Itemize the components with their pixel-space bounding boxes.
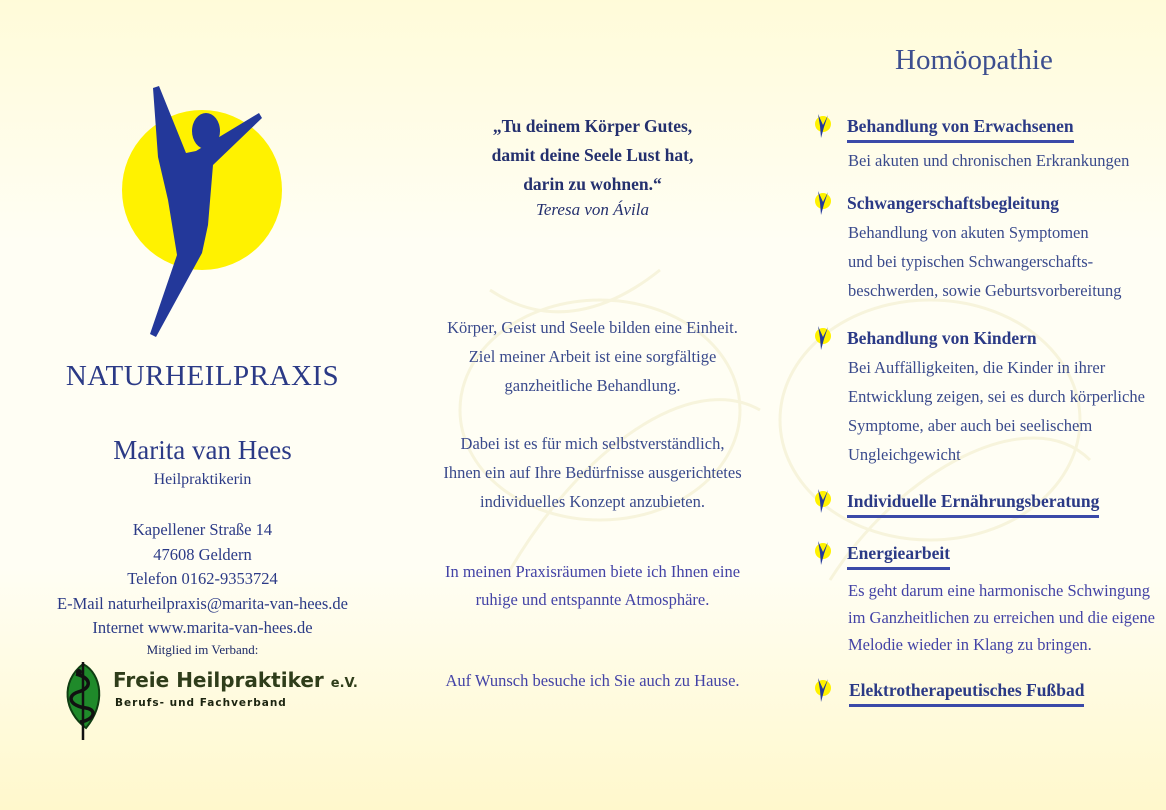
text-line: Ungleichgewicht	[848, 445, 961, 464]
text-line: ganzheitliche Behandlung.	[504, 376, 681, 395]
text-line: Bei Auffälligkeiten, die Kinder in ihrer	[848, 358, 1106, 377]
quote-author: Teresa von Ávila	[535, 200, 649, 219]
section-title: Homöopathie	[895, 44, 1053, 76]
service-title: Individuelle Ernährungsberatung	[847, 491, 1099, 518]
practice-title: NATURHEILPRAXIS	[65, 360, 340, 392]
member-label: Mitglied im Verband:	[146, 642, 259, 657]
service-description	[848, 577, 1155, 658]
service-title: Elektrotherapeutisches Fußbad	[849, 680, 1084, 707]
service-description	[848, 353, 1145, 469]
text-line: Bei akuten und chronischen Erkrankungen	[848, 151, 1130, 170]
phone: Telefon 0162-9353724	[127, 569, 278, 588]
leaf-caduceus-icon	[58, 660, 108, 742]
figure-sun-icon	[812, 540, 832, 566]
text-line: und bei typischen Schwangerschafts-	[848, 252, 1094, 271]
service-title: Energiearbeit	[847, 543, 950, 570]
left-column	[0, 0, 405, 810]
right-column	[800, 0, 1166, 810]
text-line: Behandlung von akuten Symptomen	[848, 223, 1089, 242]
association-subtitle: Berufs- und Fachverband	[115, 697, 287, 709]
service-title: Behandlung von Kindern	[847, 328, 1037, 348]
rooms-paragraph	[415, 558, 770, 614]
quote-line: damit deine Seele Lust hat,	[491, 145, 694, 165]
practitioner-name: Marita van Hees	[113, 435, 292, 465]
figure-sun-icon	[812, 113, 832, 139]
email[interactable]: E-Mail naturheilpraxis@marita-van-hees.de	[57, 593, 348, 613]
text-line: Körper, Geist und Seele bilden eine Einheit.	[447, 318, 738, 337]
service-title: Schwangerschaftsbegleitung	[847, 193, 1059, 213]
text-line: Es geht darum eine harmonische Schwingung	[848, 581, 1150, 600]
intro-paragraph	[415, 313, 770, 400]
naturheilpraxis-logo-icon	[110, 85, 290, 340]
figure-sun-icon	[812, 325, 832, 351]
website[interactable]: Internet www.marita-van-hees.de	[92, 618, 313, 637]
quote	[415, 112, 770, 199]
figure-sun-icon	[812, 190, 832, 216]
practitioner-title: Heilpraktikerin	[153, 471, 252, 488]
text-line: Melodie wieder in Klang zu bringen.	[848, 635, 1092, 654]
text-line: Ihnen ein auf Ihre Bedürfnisse ausgerichtetes	[443, 463, 742, 482]
text-line: beschwerden, sowie Geburtsvorbereitung	[848, 281, 1122, 300]
figure-sun-icon	[812, 488, 832, 514]
address-city: 47608 Geldern	[153, 544, 252, 564]
text-line: individuelles Konzept anzubieten.	[480, 492, 705, 511]
text-line: Dabei ist es für mich selbstverständlich,	[460, 434, 725, 453]
association-name: Freie Heilpraktiker e.V.	[113, 668, 358, 692]
text-line: Symptome, aber auch bei seelischem	[848, 416, 1093, 435]
text-line: Auf Wunsch besuche ich Sie auch zu Hause.	[445, 671, 740, 690]
quote-line: „Tu deinem Körper Gutes,	[492, 116, 693, 136]
text-line: Ziel meiner Arbeit ist eine sorgfältige	[468, 347, 717, 366]
concept-paragraph	[415, 429, 770, 516]
service-description	[848, 146, 1129, 175]
quote-line: darin zu wohnen.“	[523, 174, 662, 194]
text-line: ruhige und entspannte Atmosphäre.	[475, 590, 710, 609]
text-line: im Ganzheitlichen zu erreichen und die eigene	[848, 608, 1155, 627]
service-title: Behandlung von Erwachsenen	[847, 116, 1074, 143]
service-description	[848, 218, 1122, 305]
middle-column	[415, 0, 770, 810]
house-call-paragraph	[415, 666, 770, 695]
contact-block	[0, 518, 405, 641]
address-street: Kapellener Straße 14	[132, 520, 273, 539]
text-line: In meinen Praxisräumen biete ich Ihnen eine	[444, 562, 741, 581]
figure-sun-icon	[812, 677, 832, 703]
association-logo	[58, 660, 358, 742]
text-line: Entwicklung zeigen, sei es durch körperliche	[848, 387, 1145, 406]
